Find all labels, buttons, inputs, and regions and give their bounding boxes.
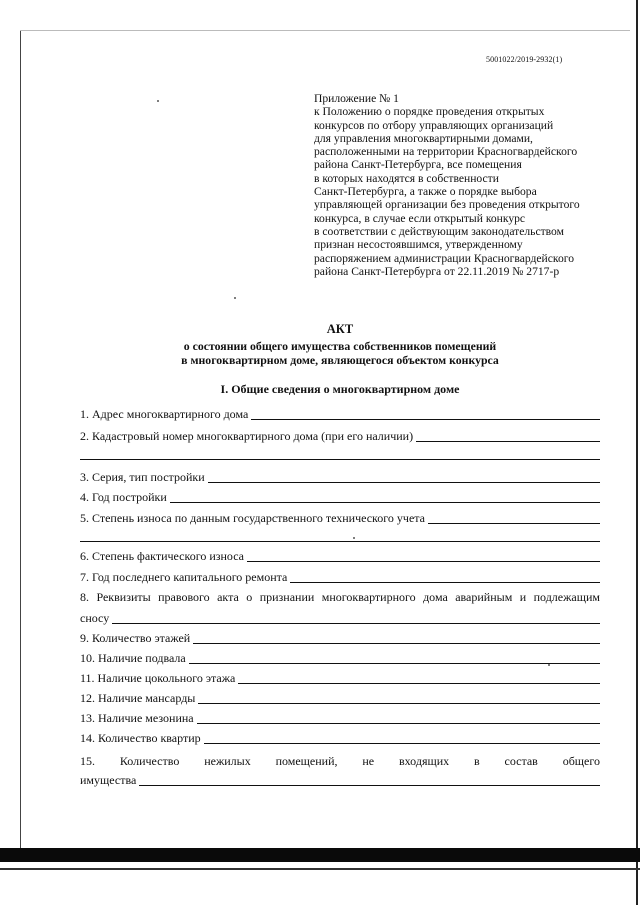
field-label: 10. Наличие подвала	[80, 651, 186, 665]
field-wear-state-record	[80, 510, 600, 526]
fill-line	[247, 560, 600, 562]
appendix-line: распоряжением администрации Красногвардейского	[314, 251, 575, 265]
appendix-line: Санкт-Петербурга, а также о порядке выбора	[314, 185, 537, 199]
scan-left-edge	[20, 30, 21, 850]
field-label: 13. Наличие мезонина	[80, 711, 194, 725]
field-legal-act-line-1: 8. Реквизиты правового акта о признании многоквартирного дома аварийным и подлежащим	[80, 590, 600, 604]
field-basement	[80, 650, 600, 666]
scan-right-edge	[636, 0, 638, 905]
field-last-repair-year	[80, 569, 600, 585]
fill-line	[428, 522, 600, 524]
fill-line	[238, 682, 600, 684]
field-ground-floor	[80, 670, 600, 686]
fill-line	[139, 784, 600, 786]
act-subtitle-line-2: в многоквартирном доме, являющегося объектом конкурса	[181, 353, 499, 367]
field-label: 2. Кадастровый номер многоквартирного дома (при его наличии)	[80, 429, 414, 443]
appendix-line: в которых находятся в собственности	[314, 171, 499, 185]
fill-line	[197, 722, 600, 724]
fill-line	[290, 581, 600, 583]
field-label: 1. Адрес многоквартирного дома	[80, 407, 249, 421]
fill-line-extra	[80, 541, 600, 542]
appendix-line: расположенными на территории Красногвардейского	[314, 145, 578, 159]
act-title: АКТ	[326, 322, 354, 336]
appendix-line: управляющей организации без проведения открытого	[314, 198, 580, 212]
field-nonresidential-line-1: 15. Количество нежилых помещений, не входящих в состав общего	[80, 754, 600, 768]
document-id: 5001022/2019-2932(1)	[486, 55, 563, 64]
fill-line	[189, 662, 600, 664]
fill-line	[251, 418, 600, 420]
field-label: 7. Год последнего капитального ремонта	[80, 570, 288, 584]
field-legal-act	[80, 610, 600, 626]
field-label: 11. Наличие цокольного этажа	[80, 671, 236, 685]
scan-bottom-bar	[0, 848, 640, 862]
appendix-line: конкурсов по отбору управляющих организаций	[314, 118, 554, 132]
field-label: 4. Год постройки	[80, 490, 167, 504]
scan-speck	[353, 537, 355, 539]
field-mezzanine	[80, 710, 600, 726]
appendix-line: в соответствии с действующим законодательством	[314, 224, 564, 238]
scan-speck	[548, 664, 550, 666]
field-series-type	[80, 469, 600, 485]
field-apartments	[80, 730, 600, 746]
scan-top-edge	[20, 30, 630, 31]
field-label: 14. Количество квартир	[80, 731, 201, 745]
field-label: 3. Серия, тип постройки	[80, 470, 205, 484]
appendix-line: района Санкт-Петербурга, все помещения	[314, 158, 522, 172]
field-label: 6. Степень фактического износа	[80, 549, 245, 563]
fill-line	[208, 481, 600, 483]
field-label: 5. Степень износа по данным государственного технического учета	[80, 511, 425, 525]
field-attic	[80, 690, 600, 706]
fill-line	[204, 742, 600, 744]
fill-line	[198, 702, 600, 704]
field-address	[80, 406, 600, 422]
field-label: сносу	[80, 611, 110, 625]
fill-line	[170, 501, 600, 503]
scan-speck	[234, 297, 236, 299]
fill-line	[416, 440, 600, 442]
section-title: I. Общие сведения о многоквартирном доме	[220, 382, 460, 396]
fill-line	[112, 622, 600, 624]
scan-bottom-line	[0, 868, 640, 870]
appendix-line: Приложение № 1	[314, 92, 399, 105]
field-label: 12. Наличие мансарды	[80, 691, 196, 705]
field-nonresidential	[80, 772, 600, 788]
field-build-year	[80, 489, 600, 505]
field-floors	[80, 630, 600, 646]
act-subtitle-line-1: о состоянии общего имущества собственников помещений	[183, 339, 497, 353]
appendix-line: признан несостоявшимся, утвержденному	[314, 238, 523, 252]
appendix-line: для управления многоквартирными домами,	[314, 131, 533, 145]
fill-line-extra	[80, 459, 600, 460]
appendix-block	[314, 92, 614, 278]
field-cadastral-number	[80, 428, 600, 444]
fill-line	[193, 642, 600, 644]
appendix-line: района Санкт-Петербурга от 22.11.2019 № 2717-р	[314, 264, 560, 278]
field-label: имущества	[80, 773, 137, 787]
appendix-line: к Положению о порядке проведения открытых	[314, 105, 545, 119]
appendix-line: конкурса, в случае если открытый конкурс	[314, 211, 526, 225]
scan-speck	[157, 100, 159, 102]
field-label: 9. Количество этажей	[80, 631, 191, 645]
field-actual-wear	[80, 548, 600, 564]
